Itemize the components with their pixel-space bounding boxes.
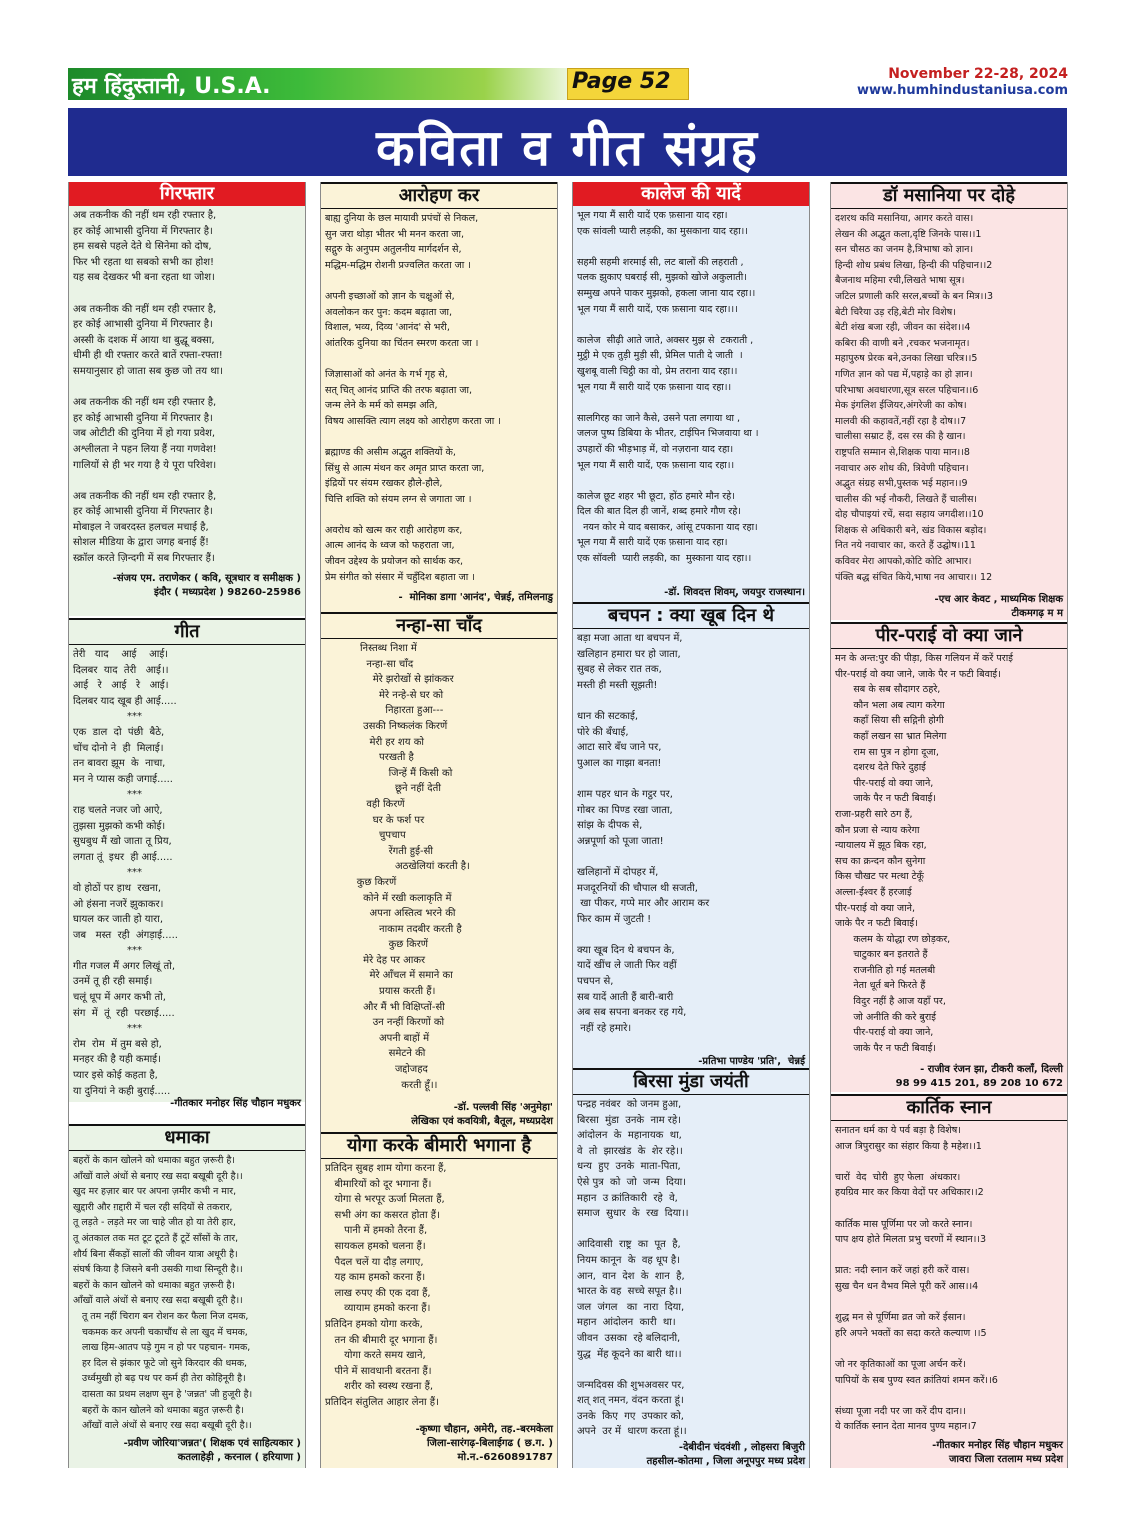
poem-title: आरोहण कर xyxy=(321,182,557,209)
issue-date: November 22-28, 2024 xyxy=(888,66,1068,82)
poem-dhamaka xyxy=(69,1124,305,1468)
column-2 xyxy=(320,182,558,1468)
poem-body: निस्तब्ध निशा में नन्हा-सा चाँद मेरे झरोखों से झांककर मेरे नन्हे-से घर को निहारता हुआ--- उसकी निष्कलंक किरणें मेरी हर शय को परखती है जिन्हें मैं किसी को छूने नहीं देती वही किरणें घर के फर्श पर चुपचाप रेंगती हुई-सी अठखेलियां करती है। कुछ किरणें कोने में रखी कलाकृति में अपना अस्तित्व भरने की नाकाम तदबीर करती है कुछ किरणें मेरे देह पर आकर मेरे आँचल में समाने का प्रयास करती हैं। और मैं भी विक्षिप्तों-सी उन नन्हीं किरणों को अपनी बाहों में समेटने की जद्दोजहद करती हूँ।। xyxy=(356,643,470,1091)
poem-arohan-kar xyxy=(321,182,557,612)
poem-birsa-munda xyxy=(573,1068,809,1468)
poem-title: गीत xyxy=(69,618,305,645)
website-link[interactable]: www.humhindustaniusa.com xyxy=(856,83,1068,98)
poem-geet xyxy=(69,618,305,1109)
poem-title: नन्हा-सा चाँद xyxy=(321,612,557,639)
poem-title: कालेज की यादें xyxy=(573,182,809,206)
poem-title: धमाका xyxy=(69,1124,305,1151)
poem-author: - राजीव रंजन झा, टीकरी कलाँ, दिल्ली 98 99 415 201, 89 208 10 672 xyxy=(895,1064,1063,1089)
poem-title: पीर-पराई वो क्या जाने xyxy=(831,622,1067,649)
poem-college-ki-yaadein xyxy=(573,182,809,602)
poem-title: गिरफ्तार xyxy=(69,182,305,206)
poem-title: बचपन : क्या खूब दिन थे xyxy=(573,602,809,629)
poem-body: अब तकनीक की नहीं थम रही रफ्तार है, हर कोई आभासी दुनिया में गिरफ्तार है। हम सबसे पहले देते थे सिनेमा को दोष, फिर भी रहता था सबको सभी का होश! यह सब देखकर भी बना रहता था जोश। अब तकनीक की नहीं थम रही रफ्तार है, हर कोई आभासी दुनिया में गिरफ्तार है। अस्सी के दशक में आया था बुद्धू बक्सा, धीमी ही थी रफ्तार करते बातें रफ्ता-रफ्ता! समयानुसार हो जाता सब कुछ जो तय था। अब तकनीक की नहीं थम रही रफ्तार है, हर कोई आभासी दुनिया में गिरफ्तार है। जब ओटीटी की दुनिया में हो गया प्रवेश, अश्लीलता ने पहन लिया हैं नया गणवेश! गालियों से ही भर गया है ये पूरा परिवेश। अब तकनीक की नहीं थम रही रफ्तार है, हर कोई आभासी दुनिया में गिरफ्तार है। मोबाइल ने जबरदस्त हलचल मचाई है, सोशल मीडिया के द्वारा जगह बनाई हैं! स्क्रॉल करते ज़िन्दगी में सब गिरफ्तार हैं। xyxy=(73,210,224,565)
page-number: Page 52 xyxy=(572,69,671,94)
poem-title: योगा करके बीमारी भगाना है xyxy=(321,1132,557,1159)
poem-nanha-sa-chand xyxy=(321,612,557,1132)
poem-author: - मोनिका डागा 'आनंद', चेन्नई, तमिलनाडु xyxy=(398,592,553,603)
poem-author: -एच आर केवट , माध्यमिक शिक्षक टीकमगढ़ म म xyxy=(934,594,1063,619)
poem-author: -गीतकार मनोहर सिंह चौहान मधुकर जावरा जिला रतलाम मध्य प्रदेश xyxy=(932,1440,1063,1465)
poem-giraftar xyxy=(69,182,305,616)
poem-body: दशरथ कवि मसानिया, आगर करते वास। लेखन की अद्भुत कला,दृष्टि जिनके पास।।1 सन चौसठ का जनम है,त्रिभाषा को ज्ञान। हिन्दी शोध प्रबंध लिखा, हिन्दी की पहिचान।।2 बैजनाथ महिमा रची,लिखते भाषा सूत्र। जटिल प्रणाली करि सरल,बच्चों के बन मित्र।।3 बेटी चिरैया उड़ रहि,बेटी मोर विशेष। बेटी शंख बजा रही, जीवन का संदेश।।4 कबिरा की वाणी बने ,रचकर भजनामृत। महापुरुष प्रेरक बने,उनका लिखा चरित्र।।5 गणित ज्ञान को पद्य में,पहाड़े का हो ज्ञान। परिभाषा अवधारणा,सूत्र सरल पहिचान।।6 मेक इंगलिश ईजियर,अंगरेजी का कोष। मालवी की कहावतें,नहीं रहा है दोष।।7 चालीसा सम्राट हैं, दस रस की है खान। राष्ट्रपति सम्मान से,शिक्षक पाया मान।।8 नवाचार अरु शोध की, त्रिवेणी पहिचान। अद्भुत संग्रह सभी,पुस्तक भई महान।।9 चालीस की भई नौकरी, लिखते हैं चालीस। दोह चौपाइयां रचें, सदा सहाय जगदीश।।10 शिक्षक से अधिकारी बने, खंड विकास बड़ोद। नित नये नवाचार का, करते हैं उद्घोष।।11 कविवर मेरा आपको,कोटि कोटि आभार। पंक्ति बद्ध संचित किये,भाषा नव आचार।। 12 xyxy=(835,213,994,583)
poem-masaniya-dohe xyxy=(831,182,1067,620)
poem-title: डॉ मसानिया पर दोहे xyxy=(831,182,1067,209)
poem-body: सनातन धर्म का ये पर्व बड़ा है विशेष। आज त्रिपुरासुर का संहार किया है महेश।।1 चारों वेद चोरी हुए फेला अंधकार। हयग्रिव मार कर किया वेदों पर अधिकार।।2 कार्तिक मास पूर्णिमा पर जो करते स्नान। पाप क्षय होते मिलता प्रभु चरणों में स्थान।।3 प्रात: नदी स्नान करें जहां हरी करें वास। सुख चैन धन वैभव मिले पूरी करें आस।।4 शुद्ध मन से पूर्णिमा व्रत जो करें ईसान। हरि अपने भक्तों का सदा करते कल्याण ।।5 जो नर कृतिकाओं का पूजा अर्चन करें। पापियों के सब पुण्य स्वत क्रांतियां शमन करें।।6 संध्या पूजा नदी पर जा करें दीप दान।। ये कार्तिक स्नान देता मानव पुण्य महान।7 xyxy=(835,1125,998,1433)
poem-author: -कृष्णा चौहान, अमेरी, तह.-बरमकेला जिला-सारंगढ़-बिलाईगढ ( छ.ग. ) मो.न.-6260891787 xyxy=(415,1424,553,1463)
poem-author: -देबीदीन चंदवंशी , लोहसरा बिजुरी तहसील-कोतमा , जिला अनूपपुर मध्य प्रदेश xyxy=(646,1442,805,1467)
poem-author: -डॉ. पल्लवी सिंह 'अनुमेहा' लेखिका एवं कवयित्री, बैतूल, मध्यप्रदेश xyxy=(411,1102,553,1127)
poem-body: मन के अन्त:पुर की पीड़ा, किस गलियन में करें पराई पीर-पराई वो क्या जाने, जाके पैर न फटी बिवाई। सब के सब सौदागर ठहरे, कौन भला अब त्याग करेगा कहाँ सिया सी सद्गिनी होगी कहाँ लखन सा भ्रात मिलेगा राम सा पुत्र न होगा दूजा, दशरथ देते फिरे दुहाई पीर-पराई वो क्या जाने, जाके पैर न फटी बिवाई। राजा-प्रहरी सारे ठग हैं, कौन प्रजा से न्याय करेगा न्यायालय में झूठ बिक रहा, सच का क्रन्दन कौन सुनेगा किस चौखट पर मत्था टेकूँ अल्ला-ईश्वर हैं हरजाई पीर-पराई वो क्या जाने, जाके पैर न फटी बिवाई। कलम के योद्धा रण छोड़कर, चाटुकार बन इतराते हैं राजनीति हो गई मतलबी नेता धूर्त बने फिरते हैं विदुर नहीं है आज यहाँ पर, जो अनीति की करे बुराई पीर-पराई वो क्या जाने, जाके पैर न फटी बिवाई। xyxy=(835,653,1013,1054)
poem-body: बहरों के कान खोलने को धमाका बहुत ज़रूरी है। आँखों वाले अंधों से बनाए रख सदा बखूबी दूरी है।। खुद मर हज़ार बार पर अपना ज़मीर कभी न मार, खुद्दारी और ग़द्दारी में चल रही सदियों से तकरार, तू लड़ते - लड़ते मर जा चाहे जीत हो या तेरी हार, तू अंतकाल तक मत टूट टूटते हैं टूटें साँसों के तार, शौर्य बिना सैंकड़ों सालों की जीवन यात्रा अधूरी है। संघर्ष किया है जिसने बनी उसकी गाथा सिन्दूरी है।। बहरों के कान खोलने को धमाका बहुत ज़रूरी है। आँखों वाले अंधों से बनाए रख सदा बखूबी दूरी है।। तू तम नहीं चिराग बन रोशन कर फैला निज दमक, चकमक कर अपनी चकाचौंध से ला खुद में चमक, लाख हिम-आतप पड़े गुम न हो पर पहचान- गमक, हर दिल से झंकार फूटे जो सुने किरदार की धमक, उर्ध्वमुखी हो बढ़ पथ पर कर्म ही तेरा कोहिनूरी है। दासता का प्रथम लक्षण सुन हे 'जन्नत' जी हुजूरी है। बहरों के कान खोलने को धमाका बहुत ज़रूरी है। आँखों वाले अंधों से बनाए रख सदा बखूबी दूरी है।। xyxy=(73,1155,253,1432)
poem-body: पन्द्रह नवंबर को जनम हुआ, बिरसा मुंडा उनके नाम रहे। आंदोलन के महानायक था, वे तो झारखंड के शेर रहे।। धन्य हुए उनके माता-पिता, ऐसे पुत्र को जो जन्म दिया। महान उ क्रांतिकारी रहे वे, समाज सुधार के रख दिया।। आदिवासी राष्ट्र का पूत है, नियम कानून के वह धूप है। आन, वान देश के शान है, भारत के वह सच्चे सपूत है।। जल जंगल का नारा दिया, महान आंदोलन कारी था। जीवन उसका रहे बलिदानी, युद्ध मेंह कूदने का बारी था।। जन्मदिवस की शुभअवसर पर, शत् शत् नमन, वंदन करता हूं। उनके किए गए उपकार को, अपने उर में धारण करता हूं।। xyxy=(577,1099,689,1438)
poem-title: बिरसा मुंडा जयंती xyxy=(573,1068,809,1095)
poem-bachpan xyxy=(573,602,809,1068)
poem-peer-parai xyxy=(831,622,1067,1092)
poem-body: बाह्य दुनिया के छल मायावी प्रपंचों से निकल, सुन जरा थोड़ा भीतर भी मनन करता जा, सद्गुरु के अनुपम अतुलनीय मार्गदर्शन से, मद्धिम-मद्धिम रोशनी प्रज्वलित करता जा । अपनी इच्छाओं को ज्ञान के चक्षुओं से, अवलोकन कर पुन: कदम बढ़ाता जा, विशाल, भव्य, दिव्य 'आनंद' से भरी, आंतरिक दुनिया का चिंतन स्मरण करता जा । जिज्ञासाओं को अनंत के गर्भ गृह से, सत् चित् आनंद प्राप्ति की तरफ बढ़ाता जा, जन्म लेने के मर्म को समझ अति, विषय आसक्ति त्याग लक्ष्य को आरोहण करता जा । ब्रह्माण्ड की असीम अद्भुत शक्तियों के, सिंधु से आत्म मंथन कर अमृत प्राप्त करता जा, इंद्रियों पर संयम रखकर हौले-हौले, चित्ति शक्ति को संयम लग्न से जगाता जा । अवरोध को खत्म कर राही आरोहण कर, आत्म आनंद के ध्वज को फहराता जा, जीवन उद्देश्य के प्रयोजन को सार्थक कर, प्रेम संगीत को संसार में चहुँदिश बहाता जा । xyxy=(325,213,501,583)
poem-author: -संजय एम. तराणेकर ( कवि, सूत्रधार व समीक्षक ) इंदौर ( मध्यप्रदेश ) 98260-25986 xyxy=(112,573,301,598)
poem-title: कार्तिक स्नान xyxy=(831,1094,1067,1121)
masthead-title: हम हिंदुस्तानी, U.S.A. xyxy=(72,74,271,99)
column-4 xyxy=(830,182,1068,1468)
section-banner-title: कविता व गीत संग्रह xyxy=(376,119,759,177)
poem-author: -गीतकार मनोहर सिंह चौहान मधुकर xyxy=(170,1098,301,1109)
poem-body: तेरी याद आई आई। दिलबर याद तेरी आई।। आई रे आई रे आई। दिलबर याद खूब ही आई..... *** एक डाल दो पंछी बैठे, चोंच दोनो ने ही मिलाई। तन बावरा झूम के नाचा, मन ने प्यास कही जगाई..... *** राह चलते नजर जो आऐ, तुझसा मुझको कभी कोई। सुधबुध मैं खो जाता तू प्रिय, लगता तूं इधर ही आई..... *** वो होठों पर हाथ रखना, ओ हंसना नजरें झुकाकर। घायल कर जाती हो यारा, जब मस्त रही अंगड़ाई..... *** गीत गजल मैं अगर लिखूं तो, उनमें तू ही रही समाई। चलूं धूप में अगर कभी तो, संग में तूं रही परछाई..... *** रोम रोम में तुम बसे हो, मनहर की है यही कमाई। प्यार इसे कोई कहता है, या दुनियां ने कही बुराई..... xyxy=(73,649,178,1097)
poem-author: -प्रतिभा पाण्डेय 'प्रति', चेन्नई xyxy=(698,1056,805,1067)
poem-body: भूल गया मैं सारी यादें एक फ़साना याद रहा। एक सांवली प्यारी लड़की, का मुसकाना याद रहा।। सहमी सहमी शरमाई सी, लट बालों की लहराती , पलक झुकाए घबराई सी, मुझको खोजे अकुलाती। सम्मुख अपने पाकर मुझको, हकला जाना याद रहा।। भूल गया मैं सारी यादें, एक फ़साना याद रहा।।। कालेज सीढ़ी आते जाते, अक्सर मुझ से टकराती , मुट्ठी मे एक तुड़ी मुड़ी सी, प्रेमिल पाती दे जाती । खुशबू वाली चिट्ठी का वो, प्रेम तराना याद रहा।। भूल गया मैं सारी यादें एक फ़साना याद रहा।। सालगिरह का जाने कैसे, उसने पता लगाया था , जलज पुष्प डिबिया के भीतर, टाईपिन भिजवाया था । उपहारों की भीड़भाड़ में, वो नज़राना याद रहा। भूल गया मैं सारी यादें, एक फ़साना याद रहा।। कालेज छूट शहर भी छूटा, होंठ हमारे मौन रहे। दिल की बात दिल ही जानें, शब्द हमारे गौण रहे। नयन कोर मे याद बसाकर, आंसू टपकाना याद रहा। भूल गया मैं सारी यादें एक फ़साना याद रहा। एक सॉवली प्यारी लड़की, का मुस्काना याद रहा।। xyxy=(577,210,759,565)
poem-author: -डॉ. शिवदत्त शिवम्, जयपुर राजस्थान। xyxy=(664,587,805,598)
poem-kartik-snan xyxy=(831,1094,1067,1468)
poem-body: बड़ा मजा आता था बचपन में, खलिहान हमारा घर हो जाता, सुबह से लेकर रात तक, मस्ती ही मस्ती सूझती! धान की सटकाई, पोरे की बँधाई, आटा सारे बँध जाने पर, पुआल का गाझा बनता! शाम पहर धान के गट्ठर पर, गोबर का पिण्ड रखा जाता, सांझ के दीपक से, अन्नपूर्णा को पूजा जाता! खलिहानों में दोपहर में, मजदूरनियों की चौपाल थी सजती, खा पीकर, गप्पे मार और आराम कर फिर काम में जुटती ! क्या खूब दिन थे बचपन के, यादें खींच ले जाती फिर वहीं पचपन से, सब यादें आती हैं बारी-बारी अब सब सपना बनकर रह गये, नहीं रहे हमारे। xyxy=(577,633,710,1034)
column-1 xyxy=(68,182,306,1468)
column-3 xyxy=(572,182,810,1468)
poem-body: प्रतिदिन सुबह शाम योगा करना हैं, बीमारियों को दूर भगाना हैं। योगा से भरपूर ऊर्जा मिलता हैं, सभी अंग का कसरत होता हैं। पानी में हमको तैरना हैं, सायकल हमको चलना हैं। पैदल चलें या दौड़ लगाए, यह काम हमको करना हैं। लाख रुपए की एक दवा हैं, व्यायाम हमको करना हैं। प्रतिदिन हमको योगा करके, तन की बीमारी दूर भगाना हैं। योगा करते समय खाने, पीने में सावधानी बरतना हैं। शरीर को स्वस्थ रखना हैं, प्रतिदिन संतुलित आहार लेना हैं। xyxy=(325,1163,447,1408)
poem-author: -प्रवीण जोरिया'जन्नत'( शिक्षक एवं साहित्यकार ) कतलाहेड़ी , करनाल ( हरियाणा ) xyxy=(123,1438,301,1463)
poem-yoga xyxy=(321,1132,557,1468)
